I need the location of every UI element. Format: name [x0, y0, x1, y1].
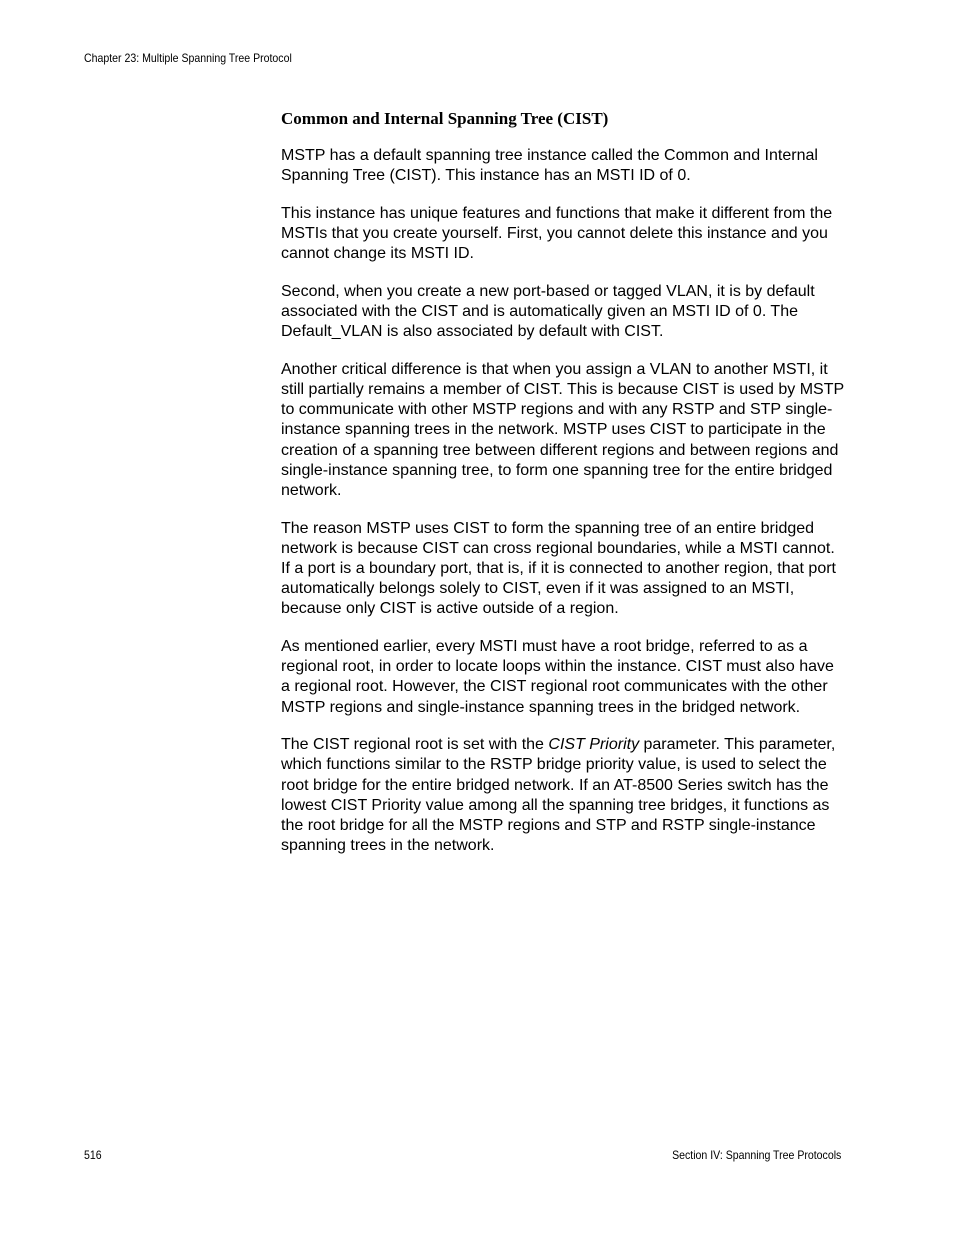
paragraph-7 [281, 735, 847, 856]
paragraph-4: Another critical difference is that when you assign a VLAN to another MSTI, it still partially remains a member of CIST. This is because CIST is used by MSTP to communicate with other MSTP regions and with any RSTP and STP single-instance spanning trees in the network. MSTP uses CIST to participate in the creation of a spanning tree between different regions and between regions and single-instance spanning tree, to form one spanning tree for the entire bridged network. [281, 360, 844, 500]
paragraph-5: The reason MSTP uses CIST to form the spanning tree of an entire bridged network is because CIST can cross regional boundaries, while a MSTI cannot. If a port is a boundary port, that is, if it is connected to another region, that port automatically belongs solely to CIST, even if it was assigned to an MSTI, because only CIST is active outside of a region. [281, 519, 836, 618]
running-header-chapter: Chapter 23: Multiple Spanning Tree Protocol [84, 51, 292, 65]
section-heading: Common and Internal Spanning Tree (CIST) [281, 109, 609, 128]
footer-section-title: Section IV: Spanning Tree Protocols [671, 1148, 841, 1162]
paragraph-7-text-end: parameter. This parameter, which functions similar to the RSTP bridge priority value, is used to select the root bridge for the entire bridged network. If an AT-8500 Series switch has the lowest CIST Priority value among all the spanning tree bridges, it functions as the root bridge for all the MSTP regions and STP and RSTP single-instance spanning trees in the network. [281, 736, 836, 855]
paragraph-1: MSTP has a default spanning tree instance called the Common and Internal Spanning Tree (CIST). This instance has an MSTI ID of 0. [281, 147, 818, 185]
paragraph-2: This instance has unique features and functions that make it different from the MSTIs that you create yourself. First, you cannot delete this instance and you cannot change its MSTI ID. [281, 204, 833, 263]
paragraph-6: As mentioned earlier, every MSTI must have a root bridge, referred to as a regional root, in order to locate loops within the instance. CIST must also have a regional root. However, the CIST regional root communicates with the other MSTP regions and single-instance spanning trees in the bridged network. [281, 638, 834, 716]
paragraph-7-text-start: The CIST regional root is set with the [281, 736, 549, 754]
cist-priority-term: CIST Priority [548, 736, 640, 754]
footer-page-number: 516 [84, 1148, 102, 1162]
page-content [281, 108, 847, 874]
paragraph-3: Second, when you create a new port-based or tagged VLAN, it is by default associated with the CIST and is automatically given an MSTI ID of 0. The Default_VLAN is also associated by default with CIST. [281, 282, 815, 341]
